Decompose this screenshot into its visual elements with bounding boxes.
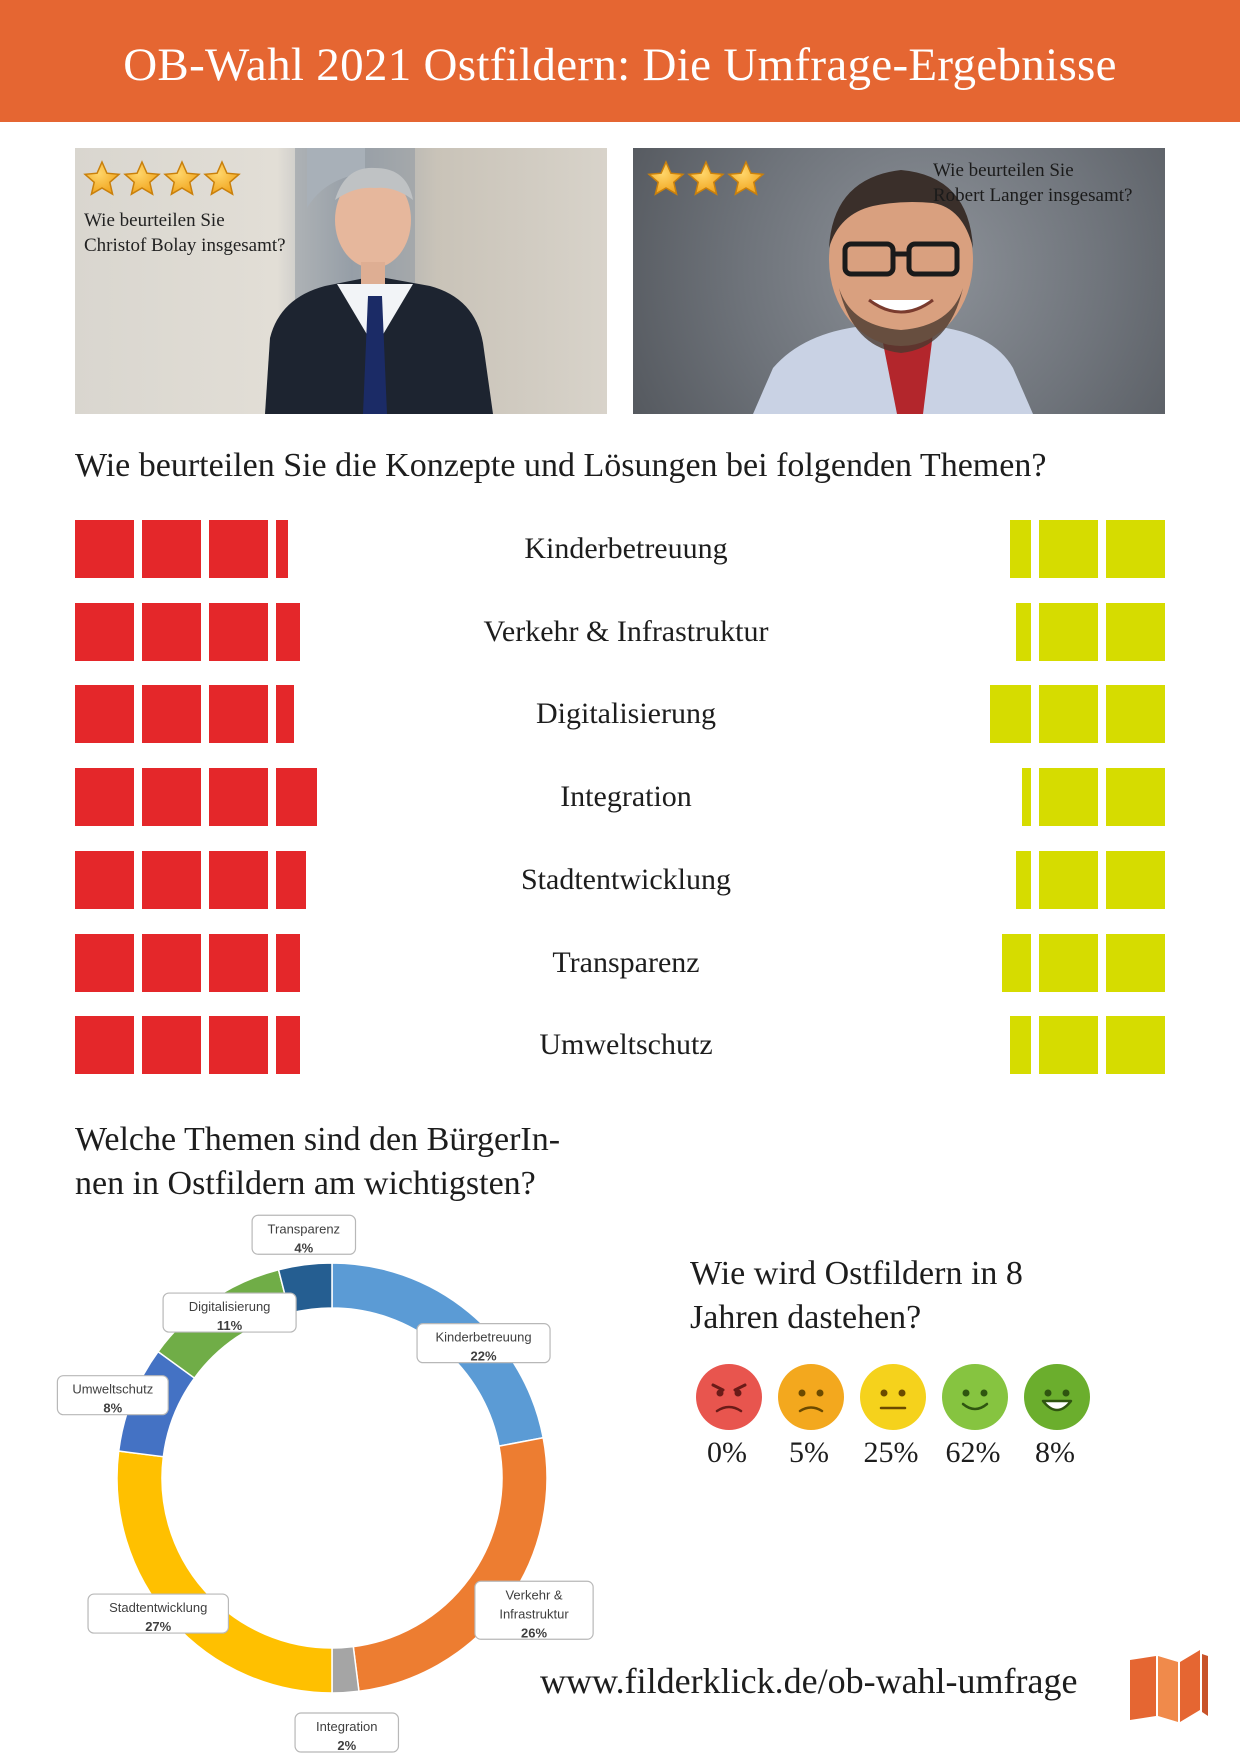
bolay-score-segment (276, 934, 300, 992)
topic-row (0, 768, 1240, 826)
page-title: OB-Wahl 2021 Ostfildern: Die Umfrage-Ergebnisse (123, 39, 1117, 91)
slice-label: Stadtentwicklung (109, 1600, 208, 1616)
donut-callout (417, 1324, 550, 1364)
langer-score-segment (1039, 520, 1098, 578)
footer-url-link[interactable]: www.filderklick.de/ob-wahl-umfrage (540, 1661, 1078, 1701)
langer-score-segment (1016, 851, 1031, 909)
book-logo-icon (1126, 1646, 1210, 1726)
question-line-1: Wie beurteilen Sie (84, 210, 225, 231)
angry-face-icon (695, 1363, 763, 1431)
outlook-section-title (690, 1252, 1023, 1340)
slice-percent: 4% (294, 1240, 314, 1256)
langer-score-segment (1022, 768, 1031, 826)
outlook-title-line-2: Jahren dastehen? (690, 1299, 922, 1336)
header-bar (0, 0, 1240, 122)
outlook-title-line-1: Wie wird Ostfildern in 8 (690, 1255, 1023, 1292)
donut-callout (163, 1293, 296, 1333)
slice-percent: 2% (337, 1738, 357, 1754)
bolay-score-segment (75, 603, 134, 661)
donut-callout (88, 1594, 228, 1634)
bolay-score-segment (142, 768, 201, 826)
star-icon (727, 160, 746, 198)
candidate-card-bolay (75, 148, 607, 414)
langer-score-segment (1010, 520, 1031, 578)
bolay-score-segment (75, 934, 134, 992)
topic-label: Digitalisierung (536, 697, 716, 731)
donut-slice (353, 1438, 547, 1692)
topics-section-title: Wie beurteilen Sie die Konzepte und Lösungen bei folgenden Themen? (75, 447, 1047, 484)
rating-stars-bolay (83, 160, 222, 198)
langer-score-bar (1022, 768, 1165, 826)
topic-label: Verkehr & Infrastruktur (483, 614, 769, 648)
langer-score-bar (1010, 1016, 1165, 1074)
outlook-percent: 8% (1035, 1436, 1075, 1469)
topic-label: Kinderbetreuung (524, 532, 728, 565)
importance-title-line-1: Welche Themen sind den BürgerIn- (75, 1121, 561, 1158)
langer-score-bar (1016, 603, 1165, 661)
topic-row (0, 851, 1240, 909)
bolay-score-bar (75, 685, 294, 743)
bolay-score-segment (142, 685, 201, 743)
bolay-score-segment (276, 685, 294, 743)
langer-score-bar (1016, 851, 1165, 909)
langer-score-segment (1106, 520, 1165, 578)
donut-callout (295, 1713, 398, 1753)
langer-score-segment (1039, 934, 1098, 992)
langer-score-bar (1002, 934, 1166, 992)
topic-row (0, 934, 1240, 992)
bolay-score-segment (209, 1016, 268, 1074)
bolay-score-segment (75, 1016, 134, 1074)
langer-score-segment (1106, 768, 1165, 826)
question-line-2: Robert Langer insgesamt? (933, 185, 1133, 206)
neutral-face-icon (859, 1363, 927, 1431)
bolay-score-segment (276, 1016, 300, 1074)
langer-score-segment (1016, 603, 1031, 661)
langer-score-bar (1010, 520, 1165, 578)
outlook-percent: 62% (945, 1436, 1001, 1469)
langer-score-segment (1039, 603, 1098, 661)
donut-callout (57, 1376, 168, 1416)
bolay-score-segment (209, 603, 268, 661)
star-icon (163, 160, 201, 198)
slice-percent: 27% (145, 1619, 172, 1635)
topic-label: Stadtentwicklung (521, 862, 731, 896)
langer-score-segment (1039, 1016, 1098, 1074)
slice-label: Digitalisierung (188, 1299, 271, 1315)
donut-callout (475, 1581, 593, 1640)
bolay-score-bar (75, 768, 317, 826)
bolay-score-segment (209, 685, 268, 743)
bolay-score-segment (276, 851, 306, 909)
donut-slice (332, 1647, 359, 1693)
slice-percent: 22% (470, 1348, 497, 1364)
bolay-score-segment (142, 603, 201, 661)
slice-label: Umweltschutz (72, 1381, 154, 1397)
question-bolay (84, 208, 286, 258)
bolay-score-segment (142, 1016, 201, 1074)
bolay-score-segment (209, 768, 268, 826)
importance-title-line-2: nen in Ostfildern am wichtigsten? (75, 1165, 536, 1202)
slice-label: Integration (316, 1719, 378, 1735)
question-langer (933, 158, 1132, 208)
bolay-score-segment (75, 851, 134, 909)
langer-score-segment (1039, 851, 1098, 909)
slice-label: Verkehr & (505, 1587, 563, 1603)
topic-row (0, 520, 1240, 578)
bolay-score-bar (75, 851, 306, 909)
sad-face-icon (777, 1363, 845, 1431)
topic-row (0, 685, 1240, 743)
langer-score-segment (1106, 603, 1165, 661)
slice-label: Transparenz (267, 1221, 341, 1237)
donut-slice (117, 1451, 332, 1693)
importance-donut-chart (70, 1221, 590, 1754)
bolay-score-segment (142, 934, 201, 992)
langer-score-segment (990, 685, 1031, 743)
topic-row (0, 1016, 1240, 1074)
bolay-score-segment (209, 851, 268, 909)
star-icon (83, 160, 121, 198)
outlook-percent: 5% (789, 1436, 829, 1469)
langer-score-segment (1039, 768, 1098, 826)
bolay-score-bar (75, 1016, 300, 1074)
smile-face-icon (941, 1363, 1009, 1431)
topic-label: Transparenz (552, 945, 700, 979)
bolay-score-segment (276, 768, 317, 826)
star-icon (647, 160, 685, 198)
donut-callout (252, 1215, 355, 1255)
question-line-1: Wie beurteilen Sie (933, 160, 1074, 181)
langer-score-segment (1106, 685, 1165, 743)
candidate-card-langer (633, 148, 1165, 414)
grin-face-icon (1023, 1363, 1091, 1431)
rating-stars-langer (647, 160, 746, 198)
langer-score-segment (1039, 685, 1098, 743)
bolay-score-bar (75, 520, 288, 578)
topic-label: Integration (560, 780, 692, 814)
langer-score-segment (1002, 934, 1032, 992)
star-icon (687, 160, 725, 198)
bolay-score-segment (276, 520, 288, 578)
bolay-score-segment (75, 768, 134, 826)
langer-score-segment (1010, 1016, 1031, 1074)
bolay-score-segment (209, 934, 268, 992)
question-line-2: Christof Bolay insgesamt? (84, 235, 286, 256)
star-icon (203, 160, 222, 198)
outlook-percent-row (686, 1436, 1096, 1470)
langer-score-bar (990, 685, 1165, 743)
bolay-score-bar (75, 934, 300, 992)
langer-score-segment (1106, 1016, 1165, 1074)
slice-label: Infrastruktur (499, 1606, 569, 1622)
slice-label: Kinderbetreuung (435, 1329, 532, 1345)
outlook-percent: 0% (707, 1436, 747, 1469)
slice-percent: 8% (103, 1400, 123, 1416)
bolay-score-segment (75, 685, 134, 743)
importance-section-title (75, 1118, 560, 1206)
slice-percent: 26% (521, 1625, 548, 1641)
slice-percent: 11% (216, 1318, 243, 1334)
langer-score-segment (1106, 851, 1165, 909)
topic-label: Umweltschutz (539, 1028, 713, 1062)
bolay-score-segment (142, 520, 201, 578)
outlook-smiley-row (695, 1363, 1091, 1431)
bolay-score-bar (75, 603, 300, 661)
langer-score-segment (1106, 934, 1165, 992)
outlook-percent: 25% (863, 1436, 919, 1469)
bolay-score-segment (75, 520, 134, 578)
topic-row (0, 603, 1240, 661)
bolay-score-segment (142, 851, 201, 909)
bolay-score-segment (276, 603, 300, 661)
star-icon (123, 160, 161, 198)
bolay-score-segment (209, 520, 268, 578)
